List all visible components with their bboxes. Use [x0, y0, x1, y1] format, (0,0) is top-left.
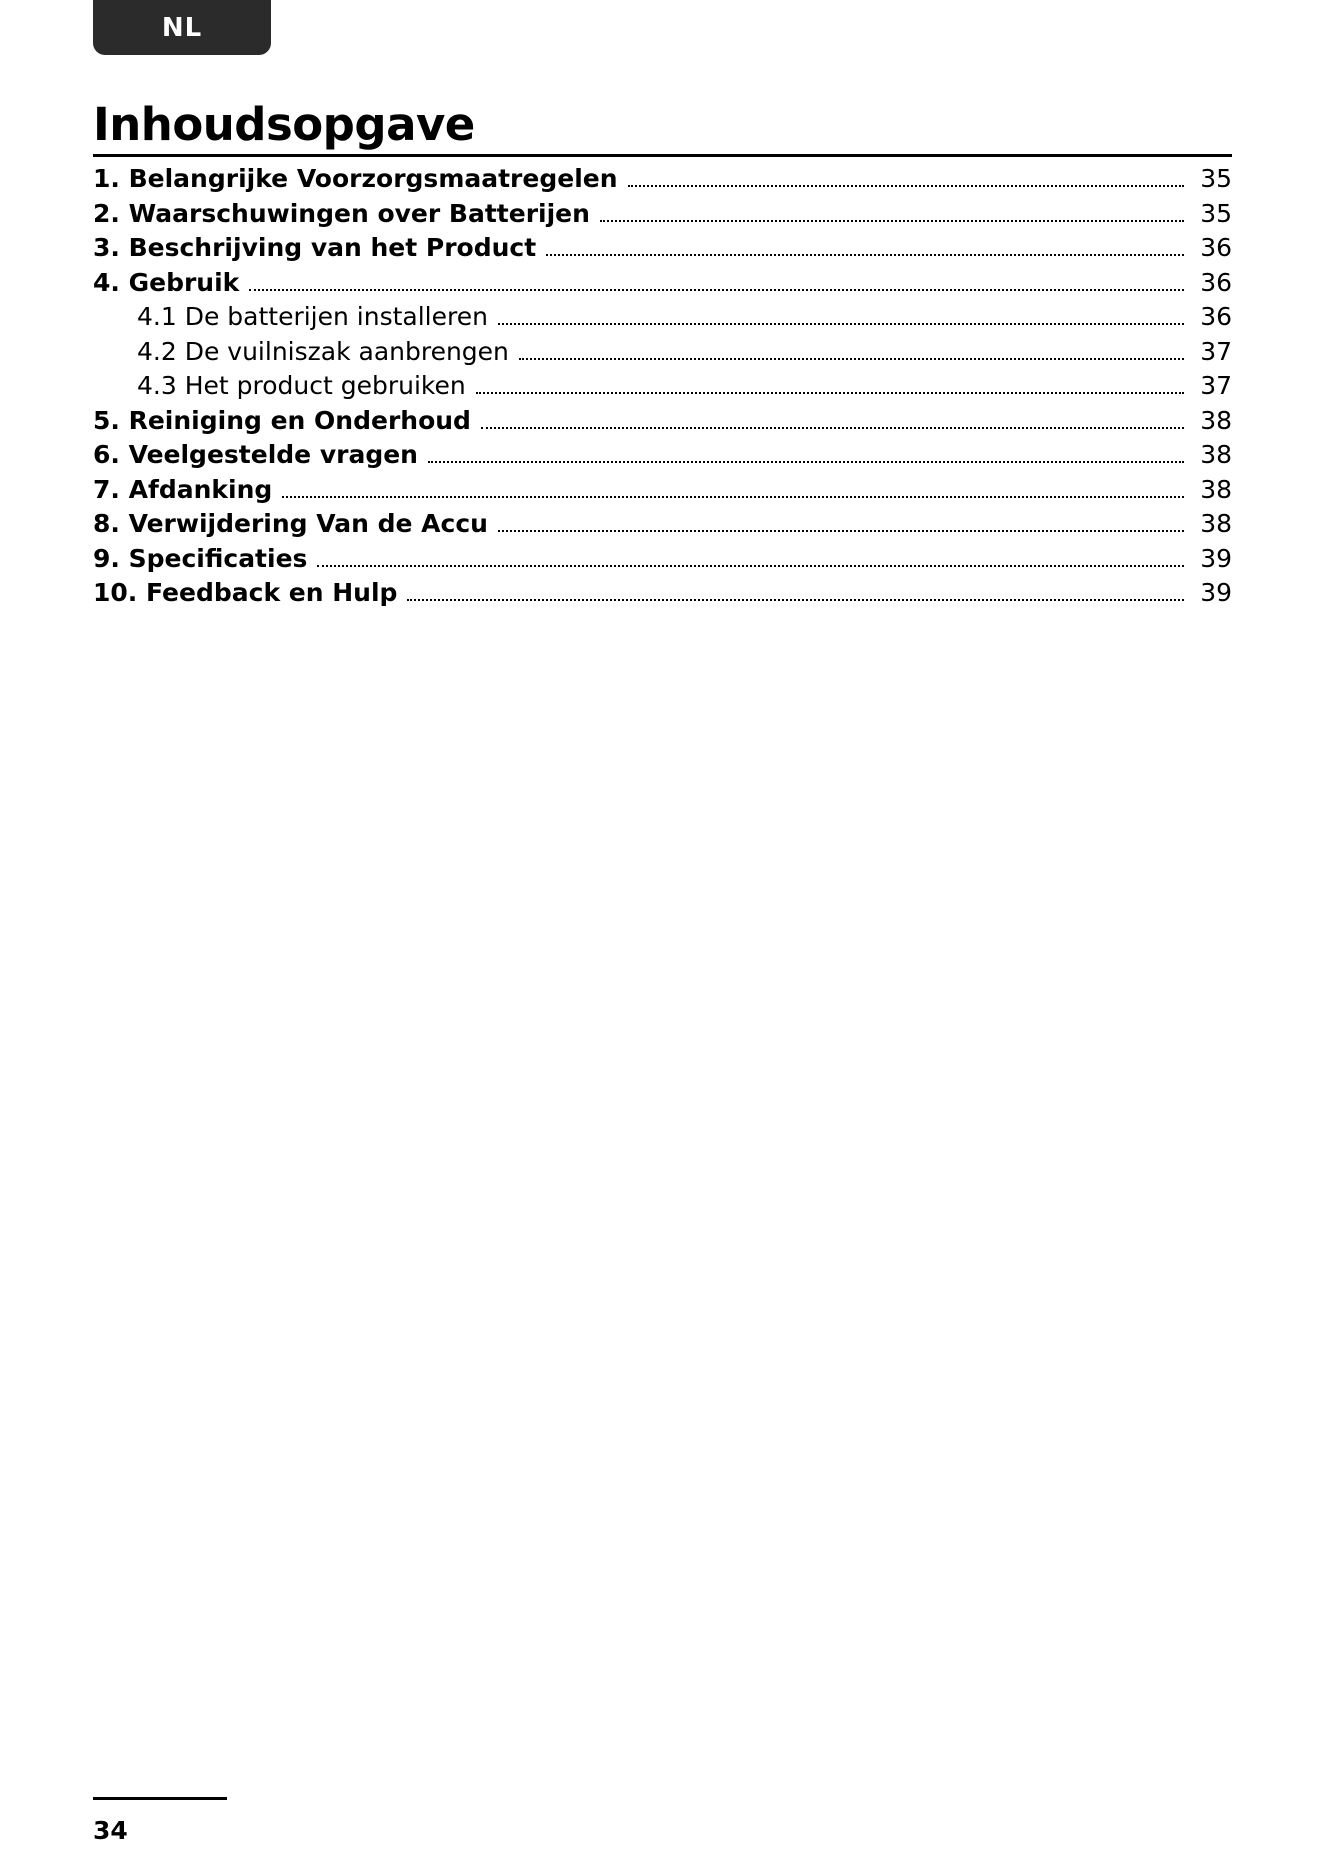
table-of-contents	[93, 162, 1232, 611]
toc-entry-label: 3. Beschrijving van het Product	[93, 233, 537, 262]
toc-dot-leader	[481, 426, 1184, 429]
toc-entry-label: 8. Verwijdering Van de Accu	[93, 509, 488, 538]
toc-entry[interactable]	[93, 231, 1232, 266]
toc-entry-page: 36	[1200, 267, 1232, 297]
toc-subentry-page: 37	[1200, 371, 1232, 400]
toc-entry-label: 4. Gebruik	[93, 267, 240, 297]
toc-entry[interactable]	[93, 162, 1232, 197]
toc-dot-leader	[600, 219, 1184, 222]
toc-subentry[interactable]	[93, 369, 1232, 404]
toc-entry-page: 35	[1200, 164, 1232, 193]
toc-dot-leader	[498, 322, 1184, 325]
toc-entry[interactable]	[93, 542, 1232, 577]
toc-entry-label: 5. Reiniging en Onderhoud	[93, 405, 471, 435]
toc-dot-leader	[519, 357, 1184, 360]
toc-entry-label: 2. Waarschuwingen over Batterijen	[93, 198, 590, 228]
toc-dot-leader	[428, 460, 1184, 463]
toc-entry[interactable]	[93, 576, 1232, 611]
toc-dot-leader	[249, 288, 1184, 291]
toc-entry[interactable]	[93, 438, 1232, 473]
toc-entry-label: 9. Specificaties	[93, 543, 308, 573]
toc-dot-leader	[476, 391, 1184, 394]
toc-entry[interactable]	[93, 473, 1232, 508]
toc-dot-leader	[546, 253, 1184, 256]
toc-subentry-label: 4.3 Het product gebruiken	[137, 371, 466, 400]
toc-entry-page: 38	[1200, 474, 1232, 504]
language-tab-label: NL	[161, 12, 203, 43]
toc-entry[interactable]	[93, 507, 1232, 542]
footer-rule	[93, 1797, 227, 1800]
toc-entry-label: 6. Veelgestelde vragen	[93, 440, 418, 469]
toc-entry-page: 36	[1200, 233, 1232, 262]
toc-entry-label: 7. Afdanking	[93, 474, 273, 504]
toc-entry-page: 38	[1200, 405, 1232, 435]
toc-dot-leader	[317, 564, 1184, 567]
toc-entry-page: 38	[1200, 509, 1232, 538]
toc-entry[interactable]	[93, 197, 1232, 232]
toc-subentry[interactable]	[93, 335, 1232, 370]
toc-entry[interactable]	[93, 404, 1232, 439]
page-number: 34	[93, 1816, 128, 1845]
toc-dot-leader	[498, 529, 1184, 532]
toc-subentry-page: 36	[1200, 302, 1232, 331]
toc-subentry-label: 4.2 De vuilniszak aanbrengen	[137, 336, 509, 366]
toc-subentry-label: 4.1 De batterijen installeren	[137, 302, 488, 331]
toc-subentry-page: 37	[1200, 336, 1232, 366]
toc-entry-label: 10. Feedback en Hulp	[93, 578, 398, 607]
page-title: Inhoudsopgave	[93, 96, 1232, 157]
toc-entry-label: 1. Belangrijke Voorzorgsmaatregelen	[93, 164, 618, 193]
toc-entry-page: 38	[1200, 440, 1232, 469]
toc-dot-leader	[628, 184, 1184, 187]
toc-dot-leader	[282, 495, 1184, 498]
language-tab	[93, 0, 271, 55]
toc-subentry[interactable]	[93, 300, 1232, 335]
toc-entry[interactable]	[93, 266, 1232, 301]
toc-entry-page: 39	[1200, 543, 1232, 573]
toc-dot-leader	[407, 598, 1184, 601]
toc-entry-page: 35	[1200, 198, 1232, 228]
toc-entry-page: 39	[1200, 578, 1232, 607]
